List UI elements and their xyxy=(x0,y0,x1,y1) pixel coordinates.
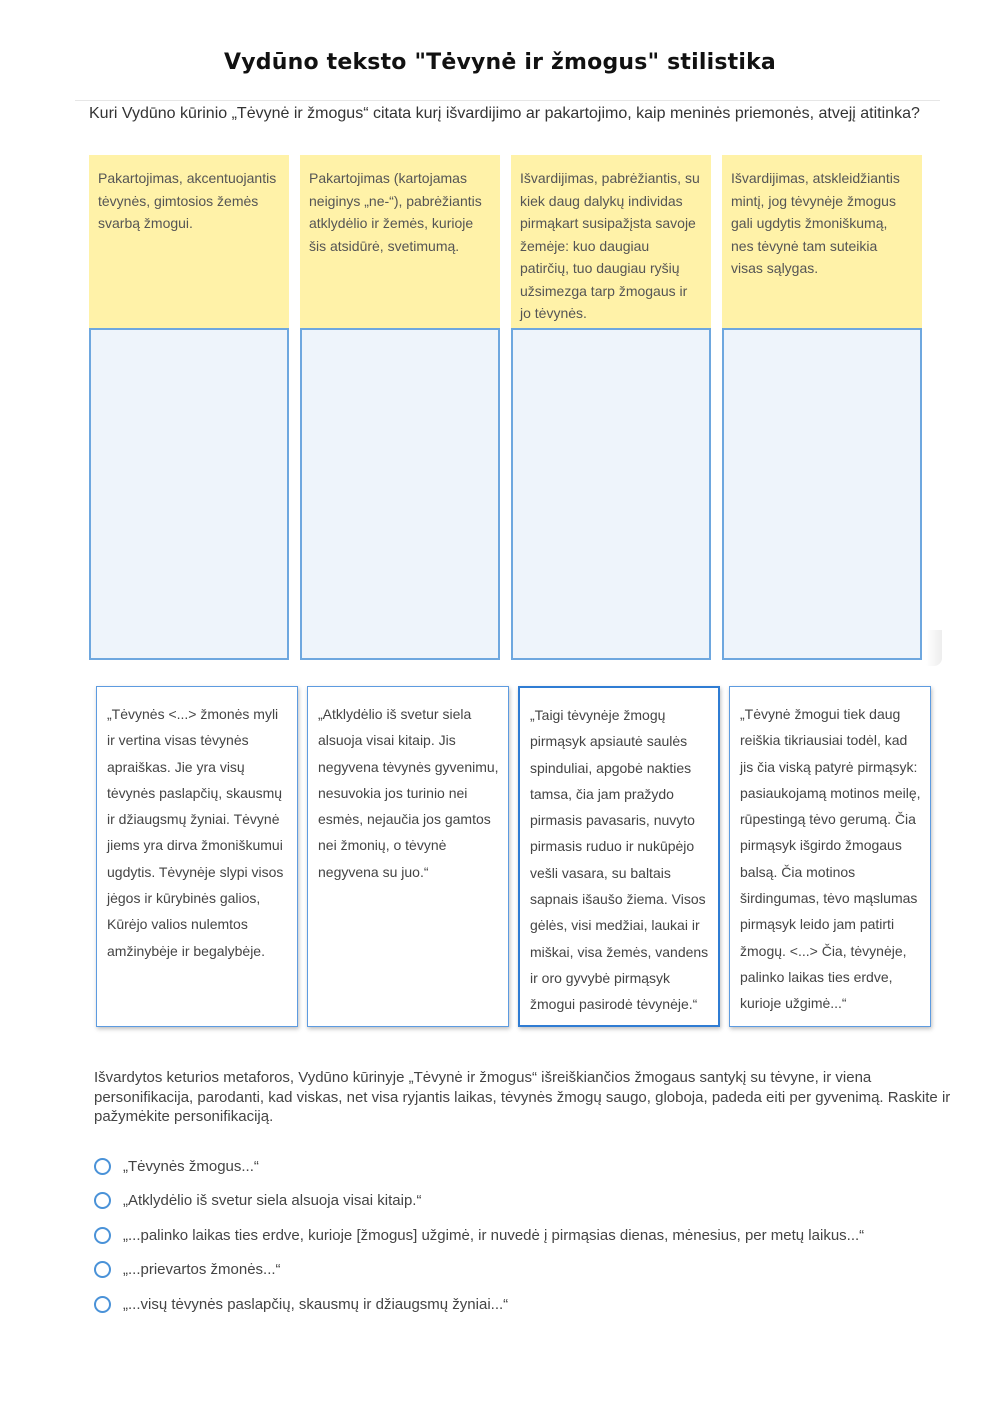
quote-card-1[interactable]: „Tėvynės <...> žmonės myli ir vertina visas tėvynės apraiškas. Jie yra visų tėvynės paslapčių, skausmų ir džiaugsmų žyniai. Tėvynė jiems yra dirva žmoniškumui ugdytis. Tėvynėje slypi visos jėgos ir kūrybinės galios, Kūrėjo valios nulemtos amžinybėje ir begalybėje. xyxy=(96,686,298,1027)
matching-question: Kuri Vydūno kūrinio „Tėvynė ir žmogus“ citata kurį išvardijimo ar pakartojimo, kaip meninės priemonės, atvejį atitinka? xyxy=(75,100,940,123)
option-4[interactable] xyxy=(94,1257,281,1281)
category-label: Išvardijimas, atskleidžiantis mintį, jog tėvynėje žmogus gali ugdytis žmoniškumą, nes tėvynė tam suteikia visas sąlygas. xyxy=(722,155,922,328)
quote-card-3[interactable]: „Taigi tėvynėje žmogų pirmąsyk apsiautė saulės spinduliai, apgobė nakties tamsa, čia jam pražydo pirmasis pavasaris, nuvyto pirmasis ruduo ir nukūpėjo vešli vasara, su baltais sapnais išaušo žiema. Visos gėlės, visi medžiai, laukai ir miškai, visa žemės, vandens ir oro gyvybė pirmąsyk žmogui pasirodė tėvynėje.“ xyxy=(518,686,720,1027)
category-label: Pakartojimas, akcentuojantis tėvynės, gimtosios žemės svarbą žmogui. xyxy=(89,155,289,328)
category-column-4 xyxy=(722,155,922,660)
quote-card-2[interactable]: „Atklydėlio iš svetur siela alsuoja visai kitaip. Jis negyvena tėvynės gyvenimu, nesuvokia jos turinio nei esmės, nejaučia jos gamtos nei žmonių, o tėvynė negyvena su juo.“ xyxy=(307,686,509,1027)
option-label: „...palinko laikas ties erdve, kurioje [žmogus] užgimė, ir nuvedė į pirmąsias dienas, mėnesius, per metų laikus...“ xyxy=(123,1226,865,1244)
option-3[interactable] xyxy=(94,1223,864,1247)
drop-zone-3[interactable] xyxy=(511,328,711,660)
radio-button[interactable] xyxy=(94,1261,111,1278)
option-5[interactable] xyxy=(94,1292,508,1316)
drop-zone-4[interactable] xyxy=(722,328,922,660)
page-edge-shadow xyxy=(926,630,942,666)
drop-zone-1[interactable] xyxy=(89,328,289,660)
option-label: „...visų tėvynės paslapčių, skausmų ir džiaugsmų žyniai...“ xyxy=(123,1295,509,1313)
option-2[interactable] xyxy=(94,1188,421,1212)
category-label: Pakartojimas (kartojamas neiginys „ne-“), pabrėžiantis atklydėlio ir žemės, kurioje šis atsidūrė, svetimumą. xyxy=(300,155,500,328)
radio-button[interactable] xyxy=(94,1192,111,1209)
quote-card-4[interactable]: „Tėvynė žmogui tiek daug reiškia tikriausiai todėl, kad jis čia viską patyrė pirmąsyk: pasiaukojamą motinos meilę, rūpestingą tėvo gerumą. Čia pirmąsyk išgirdo žmogaus balsą. Čia motinos širdingumas, tėvo mąslumas pirmąsyk leido jam patirti žmogų. <...> Čia, tėvynėje, palinko laikas ties erdve, kurioje užgimė...“ xyxy=(729,686,931,1027)
category-label: Išvardijimas, pabrėžiantis, su kiek daug dalykų individas pirmąkart susipažįsta savoje žemėje: kuo daugiau patirčių, tuo daugiau ryšių užsimezga tarp žmogaus ir jo tėvynės. xyxy=(511,155,711,328)
radio-button[interactable] xyxy=(94,1158,111,1175)
multiple-choice-question: Išvardytos keturios metaforos, Vydūno kūrinyje „Tėvynė ir žmogus“ išreiškiančios žmogaus santykį su tėvyne, ir viena personifikacija, parodanti, kad viskas, net visa ryjantis laikas, tėvynės žmogų saugo, globoja, padeda eiti per gyvenimą. Raskite ir pažymėkite personifikaciją. xyxy=(94,1069,951,1125)
category-column-1 xyxy=(89,155,289,660)
option-label: „Tėvynės žmogus...“ xyxy=(123,1157,259,1175)
option-label: „Atklydėlio iš svetur siela alsuoja visai kitaip.“ xyxy=(123,1191,422,1209)
option-label: „...prievartos žmonės...“ xyxy=(123,1260,281,1278)
category-column-2 xyxy=(300,155,500,660)
category-column-3 xyxy=(511,155,711,660)
option-1[interactable] xyxy=(94,1154,259,1178)
worksheet-title: Vydūno teksto "Tėvynė ir žmogus" stilistika xyxy=(224,50,776,75)
drop-zone-2[interactable] xyxy=(300,328,500,660)
radio-button[interactable] xyxy=(94,1296,111,1313)
radio-button[interactable] xyxy=(94,1227,111,1244)
